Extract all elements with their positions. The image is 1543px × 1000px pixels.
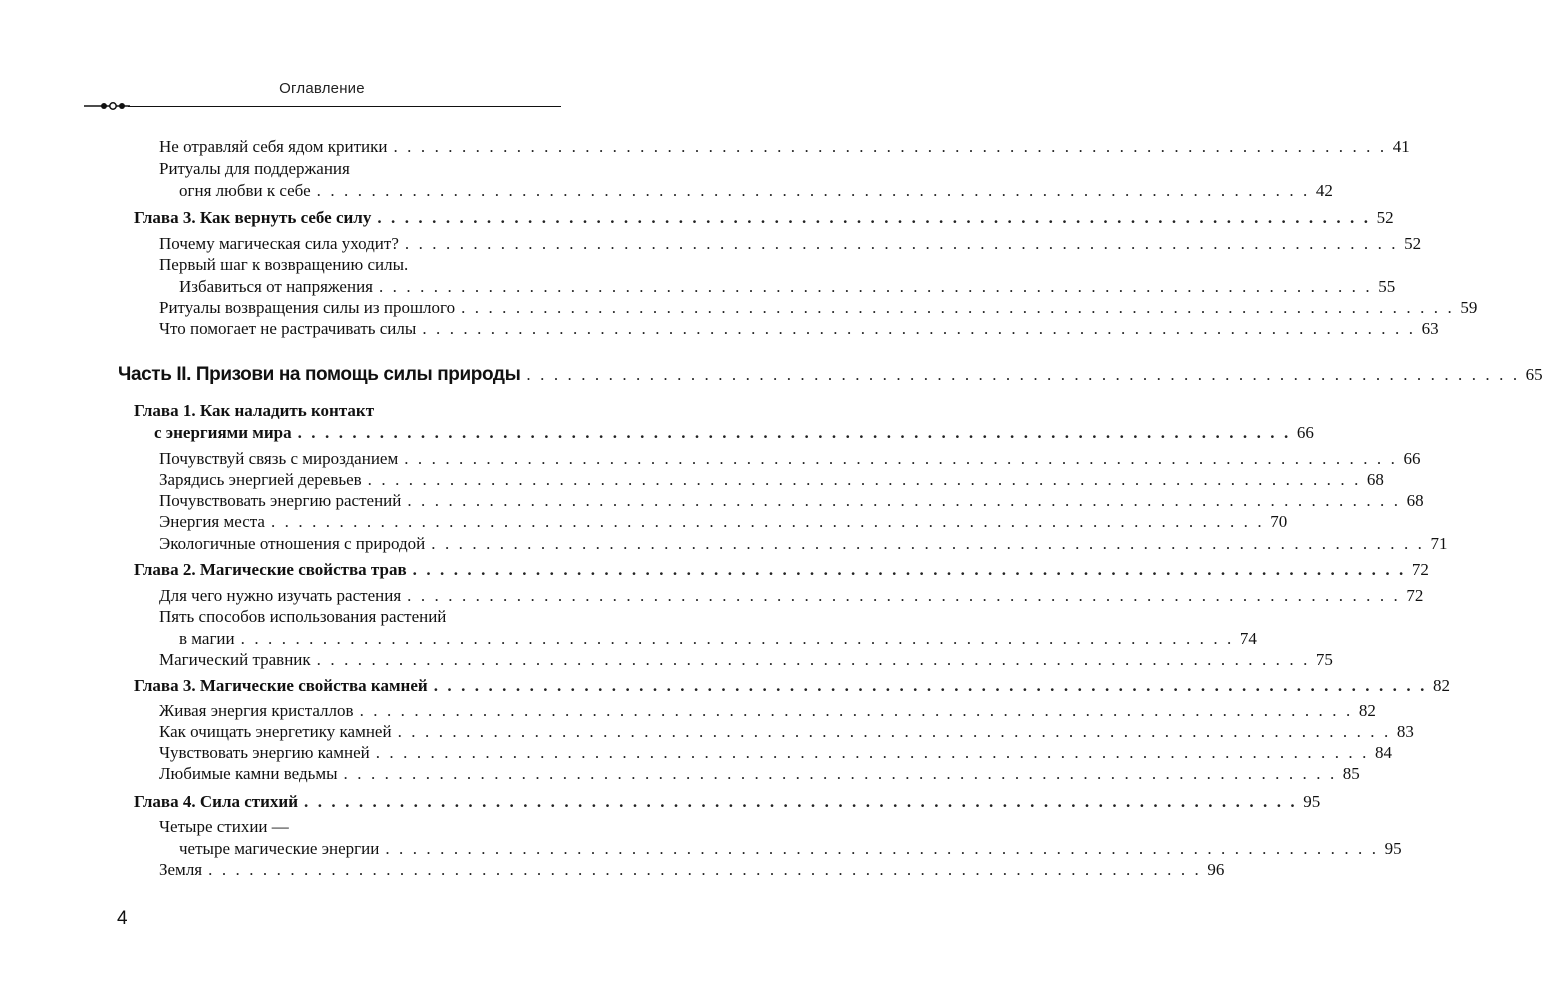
toc-entry <box>159 318 1439 340</box>
toc-page-number: 68 <box>1366 470 1384 489</box>
dot-leader: . . . . . . . . . . . . . . . . . . . . . . . . . . . . . . . . . . . . . . . . . . . . . . . . . . . . . . . . . . . . . . . . . . . . . . . . . <box>208 860 1202 879</box>
toc-chapter-title: Глава 2. Магические свойства трав <box>134 560 407 579</box>
toc-entry-title-cont: Избавиться от напряжения <box>179 277 373 296</box>
toc-entry-title: Земля <box>159 860 203 879</box>
dot-leader: . . . . . . . . . . . . . . . . . . . . . . . . . . . . . . . . . . . . . . . . . . . . . . . . . . . . . . . . . . . . . . . . . . . . . . . . . <box>297 423 1291 442</box>
dot-leader: . . . . . . . . . . . . . . . . . . . . . . . . . . . . . . . . . . . . . . . . . . . . . . . . . . . . . . . . . . . . . . . . . . . . . . . . . <box>407 491 1401 510</box>
toc-entry-title: Как очищать энергетику камней <box>159 722 392 741</box>
toc-page-number: 95 <box>1384 839 1402 858</box>
toc-entry-title: Живая энергия кристаллов <box>159 701 354 720</box>
toc-part <box>118 364 1543 386</box>
toc-entry-title-cont: огня любви к себе <box>179 181 311 200</box>
toc-entry <box>159 859 1225 881</box>
toc-entry <box>159 585 1424 607</box>
toc-page-number: 41 <box>1392 137 1410 156</box>
toc-page-number: 72 <box>1406 586 1424 605</box>
toc-page-number: 70 <box>1270 512 1288 531</box>
dot-leader: . . . . . . . . . . . . . . . . . . . . . . . . . . . . . . . . . . . . . . . . . . . . . . . . . . . . . . . . . . . . . . . . . . . . . . . . . <box>385 839 1379 858</box>
toc-page-number: 59 <box>1460 298 1478 317</box>
toc-chapter-title: Глава 4. Сила стихий <box>134 792 299 811</box>
dot-leader: . . . . . . . . . . . . . . . . . . . . . . . . . . . . . . . . . . . . . . . . . . . . . . . . . . . . . . . . . . . . . . . . . . . . . . . . . <box>316 650 1310 669</box>
dot-leader: . . . . . . . . . . . . . . . . . . . . . . . . . . . . . . . . . . . . . . . . . . . . . . . . . . . . . . . . . . . . . . . . . . . . . . . . . <box>422 319 1416 338</box>
toc-chapter <box>134 791 1321 813</box>
dot-leader: . . . . . . . . . . . . . . . . . . . . . . . . . . . . . . . . . . . . . . . . . . . . . . . . . . . . . . . . . . . . . . . . . . . . . . . . . <box>316 181 1310 200</box>
toc-entry-title: Не отравляй себя ядом критики <box>159 137 388 156</box>
folio-page-number: 4 <box>117 908 128 929</box>
dot-leader: . . . . . . . . . . . . . . . . . . . . . . . . . . . . . . . . . . . . . . . . . . . . . . . . . . . . . . . . . . . . . . . . . . . . . . . . . <box>375 743 1369 762</box>
toc-page-number: 63 <box>1421 319 1439 338</box>
toc-entry-title: Экологичные отношения с природой <box>159 534 426 553</box>
toc-entry-title-cont: в магии <box>179 629 235 648</box>
dot-leader: . . . . . . . . . . . . . . . . . . . . . . . . . . . . . . . . . . . . . . . . . . . . . . . . . . . . . . . . . . . . . . . . . . . . . . . . . <box>397 722 1391 741</box>
toc-entry <box>159 158 1333 202</box>
toc-entry-title: Первый шаг к возвращению силы. <box>159 255 409 274</box>
toc-entry <box>159 490 1424 512</box>
toc-chapter <box>134 675 1450 697</box>
toc-page-number: 82 <box>1432 676 1450 695</box>
toc-entry-title-cont: четыре магические энергии <box>179 839 380 858</box>
dot-leader: . . . . . . . . . . . . . . . . . . . . . . . . . . . . . . . . . . . . . . . . . . . . . . . . . . . . . . . . . . . . . . . . . . . . . . . . . <box>412 560 1406 579</box>
dot-leader: . . . . . . . . . . . . . . . . . . . . . . . . . . . . . . . . . . . . . . . . . . . . . . . . . . . . . . . . . . . . . . . . . . . . . . . . . <box>270 512 1265 531</box>
toc-entry-title: Для чего нужно изучать растения <box>159 586 402 605</box>
dot-leader: . . . . . . . . . . . . . . . . . . . . . . . . . . . . . . . . . . . . . . . . . . . . . . . . . . . . . . . . . . . . . . . . . . . . . . . . . <box>404 449 1398 468</box>
toc-page-number: 82 <box>1358 701 1376 720</box>
toc-page-number: 75 <box>1315 650 1333 669</box>
toc-entry <box>159 469 1384 491</box>
dot-leader: . . . . . . . . . . . . . . . . . . . . . . . . . . . . . . . . . . . . . . . . . . . . . . . . . . . . . . . . . . . . . . . . . . . . . . . . . <box>433 676 1427 695</box>
toc-page-number: 55 <box>1378 277 1396 296</box>
dot-leader: . . . . . . . . . . . . . . . . . . . . . . . . . . . . . . . . . . . . . . . . . . . . . . . . . . . . . . . . . . . . . . . . . . . . . . . . . <box>367 470 1361 489</box>
toc-entry-title: Пять способов использования растений <box>159 607 447 626</box>
toc-entry <box>159 742 1392 764</box>
toc-page-number: 74 <box>1239 629 1257 648</box>
toc-entry-title: Любимые камни ведьмы <box>159 764 338 783</box>
toc-chapter-title: Глава 1. Как наладить контакт <box>134 401 375 420</box>
toc-entry <box>159 297 1478 319</box>
toc-entry-title: Ритуалы для поддержания <box>159 159 350 178</box>
dot-leader: . . . . . . . . . . . . . . . . . . . . . . . . . . . . . . . . . . . . . . . . . . . . . . . . . . . . . . . . . . . . . . . . . . . . . . . . . <box>431 534 1425 553</box>
toc-entry <box>159 136 1410 158</box>
toc-entry <box>159 816 1402 860</box>
dot-leader: . . . . . . . . . . . . . . . . . . . . . . . . . . . . . . . . . . . . . . . . . . . . . . . . . . . . . . . . . . . . . . . . . . . . . . . . . <box>240 629 1234 648</box>
toc-page-number: 66 <box>1403 449 1421 468</box>
toc-entry <box>159 721 1414 743</box>
toc-entry-title: Почему магическая сила уходит? <box>159 234 399 253</box>
toc-entry <box>159 763 1360 785</box>
toc-entry <box>159 700 1376 722</box>
toc-page-number: 95 <box>1303 792 1321 811</box>
toc-entry-title: Почувствуй связь с мирозданием <box>159 449 399 468</box>
toc-page-number: 83 <box>1396 722 1414 741</box>
toc-page-number: 52 <box>1404 234 1422 253</box>
toc-page-number: 68 <box>1406 491 1424 510</box>
running-head-title: Оглавление <box>279 80 365 97</box>
toc-entry <box>159 606 1257 650</box>
toc-page-number: 66 <box>1296 423 1314 442</box>
toc-entry-title: Магический травник <box>159 650 311 669</box>
toc-chapter <box>134 559 1429 581</box>
toc-page-number: 42 <box>1315 181 1333 200</box>
toc-page-number: 72 <box>1411 560 1429 579</box>
toc-entry-title: Зарядись энергией деревьев <box>159 470 362 489</box>
toc-page-number: 96 <box>1207 860 1225 879</box>
toc-entry-title: Что помогает не растрачивать силы <box>159 319 417 338</box>
toc-entry <box>159 448 1421 470</box>
toc-chapter <box>134 400 1314 444</box>
dot-leader: . . . . . . . . . . . . . . . . . . . . . . . . . . . . . . . . . . . . . . . . . . . . . . . . . . . . . . . . . . . . . . . . . . . . . . . . . <box>393 137 1387 156</box>
toc-entry <box>159 511 1288 533</box>
toc-chapter-title-cont: с энергиями мира <box>154 423 292 442</box>
toc-page-number: 85 <box>1342 764 1360 783</box>
dot-leader: . . . . . . . . . . . . . . . . . . . . . . . . . . . . . . . . . . . . . . . . . . . . . . . . . . . . . . . . . . . . . . . . . . . . . . . . . <box>461 298 1455 317</box>
dot-leader: . . . . . . . . . . . . . . . . . . . . . . . . . . . . . . . . . . . . . . . . . . . . . . . . . . . . . . . . . . . . . . . . . . . . . . . . . <box>304 792 1298 811</box>
toc-entry <box>159 533 1448 555</box>
toc-entry-title: Энергия места <box>159 512 265 531</box>
dot-leader: . . . . . . . . . . . . . . . . . . . . . . . . . . . . . . . . . . . . . . . . . . . . . . . . . . . . . . . . . . . . . . . . . . . . . . . . . <box>407 586 1401 605</box>
toc-entry <box>159 254 1396 298</box>
toc-chapter <box>134 207 1394 229</box>
toc-entry-title: Чувствовать энергию камней <box>159 743 370 762</box>
toc-entry <box>159 649 1333 671</box>
dot-leader: . . . . . . . . . . . . . . . . . . . . . . . . . . . . . . . . . . . . . . . . . . . . . . . . . . . . . . . . . . . . . . . . . . . . . . . . . <box>404 234 1399 253</box>
dot-leader: . . . . . . . . . . . . . . . . . . . . . . . . . . . . . . . . . . . . . . . . . . . . . . . . . . . . . . . . . . . . . . . . . . . . . . . . . <box>526 365 1520 384</box>
toc-page-number: 71 <box>1430 534 1448 553</box>
toc-entry-title: Четыре стихии — <box>159 817 289 836</box>
toc-chapter-title: Глава 3. Магические свойства камней <box>134 676 428 695</box>
dot-leader: . . . . . . . . . . . . . . . . . . . . . . . . . . . . . . . . . . . . . . . . . . . . . . . . . . . . . . . . . . . . . . . . . . . . . . . . . <box>377 208 1371 227</box>
toc-entry <box>159 233 1422 255</box>
dot-leader: . . . . . . . . . . . . . . . . . . . . . . . . . . . . . . . . . . . . . . . . . . . . . . . . . . . . . . . . . . . . . . . . . . . . . . . . . <box>378 277 1373 296</box>
toc-entry-title: Ритуалы возвращения силы из прошлого <box>159 298 456 317</box>
toc-page-number: 65 <box>1525 365 1543 384</box>
toc-page-number: 52 <box>1376 208 1394 227</box>
toc-chapter-title: Глава 3. Как вернуть себе силу <box>134 208 372 227</box>
toc-entry-title: Почувствовать энергию растений <box>159 491 402 510</box>
toc-page-number: 84 <box>1374 743 1392 762</box>
dot-leader: . . . . . . . . . . . . . . . . . . . . . . . . . . . . . . . . . . . . . . . . . . . . . . . . . . . . . . . . . . . . . . . . . . . . . . . . . <box>343 764 1337 783</box>
toc-part-title: Часть II. Призови на помощь силы природы <box>118 364 521 385</box>
dot-leader: . . . . . . . . . . . . . . . . . . . . . . . . . . . . . . . . . . . . . . . . . . . . . . . . . . . . . . . . . . . . . . . . . . . . . . . . . <box>359 701 1353 720</box>
